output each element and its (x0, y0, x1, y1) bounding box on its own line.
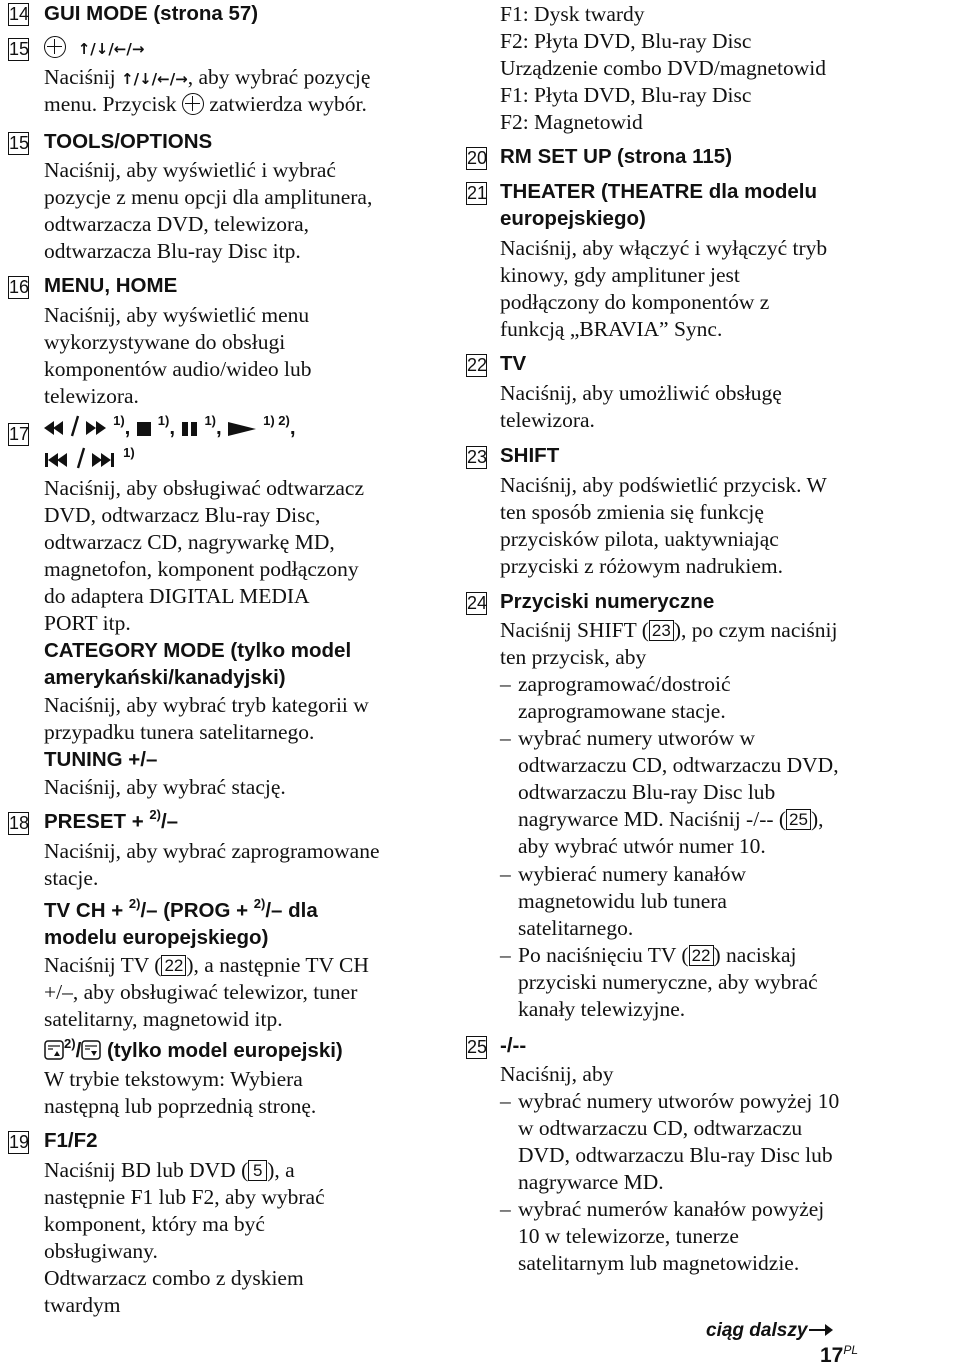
category-line-2: przypadku tunera satelitarnego. (44, 720, 315, 744)
ref-number-23: 23 (649, 620, 674, 641)
theater-line-1: Naciśnij, aby włączyć i wyłączyć tryb (500, 236, 828, 260)
item-number-14: 14 (9, 4, 30, 24)
f1f2-line-6: twardym (44, 1293, 121, 1317)
heading-rm-set-up: RM SET UP (strona 115) (500, 145, 733, 168)
footnote-1: 1) (113, 413, 125, 428)
heading-dash-dash: -/-- (500, 1034, 527, 1057)
text-pages-line-2: następną lub poprzednią stronę. (44, 1094, 317, 1118)
menu-line-4: telewizora. (44, 384, 139, 408)
footnote-1-2: 1) 2) (263, 413, 290, 428)
footnote-1: 1) (157, 413, 170, 428)
transport-line-5: do adaptera DIGITAL MEDIA (44, 584, 310, 608)
item-number-15: 15 (9, 39, 30, 59)
item-number-24: 24 (467, 593, 488, 613)
dashdash-line-1: Naciśnij, aby (500, 1062, 614, 1086)
jog-description-line-1: Naciśnij ↑/↓/←/→, aby wybrać pozycję (44, 65, 371, 89)
ref-number-22: 22 (689, 945, 714, 966)
heading-numeric-buttons: Przyciski numeryczne (500, 590, 715, 613)
tv-ch-line-2: +/–, aby obsługiwać telewizor, tuner (44, 980, 358, 1004)
f1f2-line-1: Naciśnij BD lub DVD ( 5 ), a (44, 1158, 295, 1182)
item-number-21: 21 (467, 183, 488, 203)
numeric-line-1: Naciśnij SHIFT ( 23 ), po czym naciśnij (500, 618, 838, 642)
heading-category-mode-2: amerykański/kanadyjski) (44, 666, 286, 689)
transport-line-2: DVD, odtwarzacz Blu-ray Disc, (44, 503, 321, 527)
text-pages-line-1: W trybie tekstowym: Wybiera (44, 1067, 303, 1091)
next-icon (91, 451, 117, 469)
f1f2-line-5: Odtwarzacz combo z dyskiem (44, 1266, 304, 1290)
stop-icon (136, 421, 152, 437)
tools-line-1: Naciśnij, aby wyświetlić i wybrać (44, 158, 336, 182)
ref-number-25: 25 (786, 809, 811, 830)
item-number-25: 25 (467, 1037, 488, 1057)
slash-glyph (70, 415, 80, 437)
heading-transport-buttons: $^{1)}$, $^{1)}$, $^{1)}$, $^{1) 2)}$, (44, 414, 374, 444)
continue-arrow-icon (809, 1329, 827, 1331)
fast-forward-icon (85, 419, 107, 437)
tools-line-4: odtwarzacza Blu-ray Disc itp. (44, 239, 301, 263)
heading-theater-1: THEATER (THEATRE dla modelu (500, 180, 817, 203)
ref-number-5: 5 (248, 1160, 267, 1181)
item-number-15b: 15 (9, 133, 30, 153)
numeric-dash-item-3: – wybierać numery kanałów magnetowidu lub tunera satelitarnego. (500, 862, 747, 940)
shift-line-2: ten sposób zmienia się funkcję (500, 500, 764, 524)
arrow-keys-icon: ↑/↓/←/→ (77, 40, 145, 58)
previous-icon (44, 451, 80, 469)
item-number-23: 23 (467, 447, 488, 467)
page-number: $17^{PL}$ (820, 1343, 859, 1367)
item-number-22: 22 (467, 355, 488, 375)
shift-line-4: przyciski z różowym nadrukiem. (500, 554, 783, 578)
shift-line-1: Naciśnij, aby podświetlić przycisk. W (500, 473, 827, 497)
arrow-keys-icon: ↑/↓/←/→ (121, 70, 188, 88)
tv-ch-line-3: satelitarny, magnetowid itp. (44, 1007, 283, 1031)
slash-glyph (76, 447, 86, 469)
category-line-1: Naciśnij, aby wybrać tryb kategorii w (44, 693, 369, 717)
f1f2-line-3: komponent, który ma być (44, 1212, 265, 1236)
heading-shift: SHIFT (500, 444, 560, 467)
theater-line-3: podłączony do komponentów z (500, 290, 770, 314)
heading-gui-mode: GUI MODE (strona 57) (44, 2, 259, 25)
heading-category-mode-1: CATEGORY MODE (tylko model (44, 639, 352, 662)
heading-skip-buttons (44, 446, 244, 474)
item-number-16: 16 (9, 277, 30, 297)
preset-line-2: stacje. (44, 866, 99, 890)
continued-label: ciąg dalszy (706, 1320, 827, 1342)
ref-number-22: 22 (161, 955, 186, 976)
footnote-1: 1) (123, 445, 135, 460)
combo-line-3: Urządzenie combo DVD/magnetowid (500, 56, 826, 80)
jog-description-line-2: menu. Przycisk zatwierdza wybór. (44, 92, 367, 116)
preset-line-1: Naciśnij, aby wybrać zaprogramowane (44, 839, 380, 863)
combo-line-2: F2: Płyta DVD, Blu-ray Disc (500, 29, 752, 53)
transport-line-4: magnetofon, komponent podłączony (44, 557, 359, 581)
transport-line-6: PORT itp. (44, 611, 131, 635)
heading-f1-f2: F1/F2 (44, 1129, 98, 1152)
heading-tv-ch-1: TV CH + $^{2)}$/– (PROG + $^{2)}$/– dla (44, 896, 318, 922)
heading-menu-home: MENU, HOME (44, 274, 178, 297)
heading-theater-2: europejskiego) (500, 207, 646, 230)
tv-ch-line-1: Naciśnij TV ( 22 ), a następnie TV CH (44, 953, 369, 977)
numeric-dash-item-4: – Po naciśnięciu TV ( 22 ) naciskaj przyciski numeryczne, aby wybrać kanały telewizyjne. (500, 943, 818, 1021)
tools-line-3: odtwarzacza DVD, telewizora, (44, 212, 310, 236)
shift-line-3: przycisków pilota, uaktywniając (500, 527, 779, 551)
heading-preset: PRESET + $^{2)}$/– (44, 807, 179, 833)
numeric-line-2: ten przycisk, aby (500, 645, 647, 669)
combo-line-5: F2: Magnetowid (500, 110, 643, 134)
enter-jog-icon (182, 93, 204, 115)
item-number-20: 20 (467, 148, 488, 168)
f1f2-line-4: obsługiwany. (44, 1239, 158, 1263)
tools-line-2: pozycje z menu opcji dla amplitunera, (44, 185, 373, 209)
combo-line-4: F1: Płyta DVD, Blu-ray Disc (500, 83, 752, 107)
item-number-19: 19 (9, 1132, 30, 1152)
menu-line-1: Naciśnij, aby wyświetlić menu (44, 303, 310, 327)
item-number-17: 17 (9, 424, 30, 444)
f1f2-line-2: następnie F1 lub F2, aby wybrać (44, 1185, 325, 1209)
rewind-icon (44, 419, 86, 437)
tv-line-1: Naciśnij, aby umożliwić obsługę (500, 381, 782, 405)
play-icon (227, 421, 257, 437)
heading-tuning: TUNING +/– (44, 748, 158, 771)
heading-jog-arrows (44, 34, 144, 63)
menu-line-2: wykorzystywane do obsługi (44, 330, 286, 354)
theater-line-2: kinowy, gdy amplituner jest (500, 263, 740, 287)
theater-line-4: funkcją „BRAVIA” Sync. (500, 317, 723, 341)
page-up-icon (44, 1040, 64, 1060)
menu-line-3: komponentów audio/wideo lub (44, 357, 312, 381)
combo-line-1: F1: Dysk twardy (500, 2, 645, 26)
dashdash-item-2: – wybrać numerów kanałów powyżej 10 w telewizorze, tunerze satelitarnym lub magnetowidzie. (500, 1197, 825, 1275)
numeric-dash-item-2: – wybrać numery utworów w odtwarzaczu CD, odtwarzaczu DVD, odtwarzaczu Blu-ray Disc lub nagrywarce MD. Naciśnij -/-- ( 25 ), aby wybrać utwór numer 10. (500, 726, 839, 858)
heading-tv: TV (500, 352, 527, 375)
transport-line-3: odtwarzacz CD, nagrywarkę MD, (44, 530, 335, 554)
heading-text-pages: $^{2)}$/ (tylko model europejski) (44, 1037, 343, 1066)
transport-line-1: Naciśnij, aby obsługiwać odtwarzacz (44, 476, 364, 500)
item-number-18: 18 (9, 813, 30, 833)
heading-tv-ch-2: modelu europejskiego) (44, 926, 269, 949)
tuning-line: Naciśnij, aby wybrać stację. (44, 775, 286, 799)
enter-jog-icon (44, 36, 66, 58)
heading-tools-options: TOOLS/OPTIONS (44, 130, 213, 153)
numeric-dash-item-1: – zaprogramować/dostroić zaprogramowane stacje. (500, 672, 731, 723)
dashdash-item-1: – wybrać numery utworów powyżej 10 w odtwarzaczu CD, odtwarzaczu DVD, odtwarzaczu Blu-ray Disc lub nagrywarce MD. (500, 1089, 840, 1194)
tv-line-2: telewizora. (500, 408, 595, 432)
footnote-1: 1) (204, 413, 217, 428)
pause-icon (181, 421, 199, 437)
page-down-icon (81, 1040, 101, 1060)
